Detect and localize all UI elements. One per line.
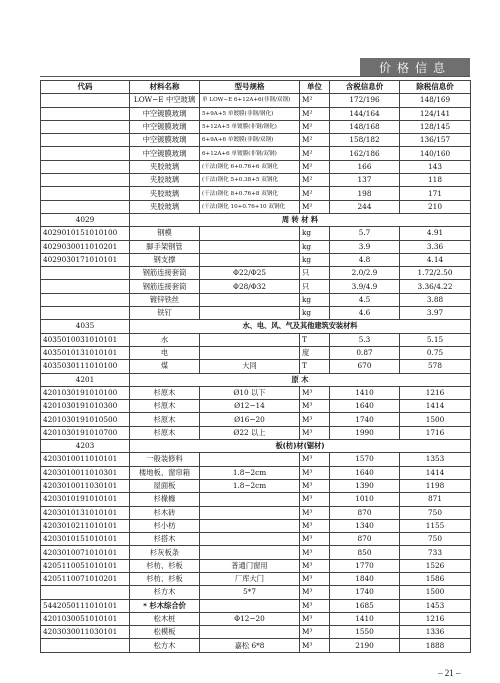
section-title: 板(枋)材(锯材)	[130, 440, 471, 453]
cell-name: 中空镀膜玻璃	[130, 134, 200, 147]
cell-spec	[200, 333, 300, 346]
cell-spec	[200, 346, 300, 359]
cell-notax-price: 1888	[400, 639, 471, 652]
table-row	[41, 346, 471, 359]
cell-name: 杉小枋	[130, 519, 200, 532]
cell-tax-price: 1390	[330, 479, 400, 492]
cell-tax-price: 148/168	[330, 120, 400, 133]
cell-unit: M³	[300, 386, 330, 399]
table-row	[41, 174, 471, 187]
cell-spec	[200, 240, 300, 253]
cell-tax-price: 158/182	[330, 134, 400, 147]
cell-spec: 5+9A+5 单镀膜(非钢/钢化)	[200, 107, 300, 120]
cell-notax-price: 1216	[400, 386, 471, 399]
cell-name: 杉枋、杉板	[130, 572, 200, 585]
cell-notax-price: 1586	[400, 572, 471, 585]
cell-name: 钢筋连接套筒	[130, 280, 200, 293]
cell-unit: M²	[300, 134, 330, 147]
table-row	[41, 546, 471, 559]
table-row	[41, 466, 471, 479]
cell-unit: M³	[300, 612, 330, 625]
cell-spec	[200, 599, 300, 612]
table-row	[41, 107, 471, 120]
cell-tax-price: 1010	[330, 493, 400, 506]
cell-code: 4203010011030101	[41, 479, 130, 492]
cell-tax-price: 1410	[330, 386, 400, 399]
table-row	[41, 559, 471, 572]
cell-name: 钢筋连接套筒	[130, 267, 200, 280]
cell-code: 4201030191010500	[41, 413, 130, 426]
cell-name: 镀锌铁丝	[130, 293, 200, 306]
cell-spec: Ø22 以上	[200, 426, 300, 439]
cell-unit: kg	[300, 307, 330, 320]
cell-code	[41, 187, 130, 200]
cell-tax-price: 4.6	[330, 307, 400, 320]
cell-code	[41, 200, 130, 213]
cell-spec: 1.8−2cm	[200, 479, 300, 492]
cell-tax-price: 1990	[330, 426, 400, 439]
cell-name: 钢模	[130, 227, 200, 240]
cell-code: 4203010131010101	[41, 506, 130, 519]
cell-name: 夹胶玻璃	[130, 160, 200, 173]
cell-notax-price: 750	[400, 533, 471, 546]
cell-tax-price: 1640	[330, 400, 400, 413]
section-row	[41, 213, 471, 226]
cell-code: 4029030171010101	[41, 253, 130, 266]
cell-unit: M³	[300, 599, 330, 612]
cell-spec	[200, 626, 300, 639]
cell-code: 4203010191010101	[41, 493, 130, 506]
cell-code	[41, 107, 130, 120]
section-header-title: 价格信息	[378, 60, 451, 75]
cell-unit: kg	[300, 240, 330, 253]
cell-unit: M²	[300, 187, 330, 200]
cell-notax-price: 1500	[400, 413, 471, 426]
cell-spec	[200, 506, 300, 519]
cell-unit: kg	[300, 227, 330, 240]
cell-notax-price: 1336	[400, 626, 471, 639]
table-row	[41, 400, 471, 413]
cell-notax-price: 3.36/4.22	[400, 280, 471, 293]
cell-spec	[200, 493, 300, 506]
cell-tax-price: 1770	[330, 559, 400, 572]
cell-tax-price: 1550	[330, 626, 400, 639]
table-row	[41, 479, 471, 492]
cell-code: 5442050111010101	[41, 599, 130, 612]
header-divider	[40, 76, 470, 77]
table-row	[41, 307, 471, 320]
cell-name: 杉方木	[130, 586, 200, 599]
cell-unit: M³	[300, 559, 330, 572]
cell-name: 杉枋、杉板	[130, 559, 200, 572]
cell-notax-price: 171	[400, 187, 471, 200]
cell-name: 煤	[130, 360, 200, 373]
section-code: 4203	[41, 440, 130, 453]
cell-notax-price: 148/169	[400, 94, 471, 107]
cell-unit: 只	[300, 280, 330, 293]
cell-spec: 普通门窗用	[200, 559, 300, 572]
cell-spec: 大同	[200, 360, 300, 373]
cell-unit: M³	[300, 453, 330, 466]
cell-tax-price: 4.5	[330, 293, 400, 306]
cell-unit: M²	[300, 120, 330, 133]
cell-notax-price: 3.36	[400, 240, 471, 253]
cell-notax-price: 3.97	[400, 307, 471, 320]
cell-spec	[200, 253, 300, 266]
cell-spec: (干法)钢化 6+0.76+6 双钢化	[200, 160, 300, 173]
section-header-badge	[360, 58, 470, 76]
cell-code	[41, 586, 130, 599]
cell-name: 钢支撑	[130, 253, 200, 266]
cell-name: 中空镀膜玻璃	[130, 120, 200, 133]
cell-notax-price: 871	[400, 493, 471, 506]
section-code: 4029	[41, 213, 130, 226]
section-title: 原 木	[130, 373, 471, 386]
cell-name: LOW−E 中空玻璃	[130, 94, 200, 107]
cell-unit: M³	[300, 466, 330, 479]
cell-notax-price: 118	[400, 174, 471, 187]
table-row	[41, 160, 471, 173]
cell-spec: Φ28/Φ32	[200, 280, 300, 293]
cell-spec: 厂库大门	[200, 572, 300, 585]
cell-notax-price: 733	[400, 546, 471, 559]
cell-spec: 1.8−2cm	[200, 466, 300, 479]
cell-name: 楼地板、窗帘箱	[130, 466, 200, 479]
cell-spec	[200, 307, 300, 320]
cell-spec: 6+12A+6 单镀膜(非钢/双钢)	[200, 147, 300, 160]
cell-code	[41, 267, 130, 280]
cell-tax-price: 1685	[330, 599, 400, 612]
table-row	[41, 253, 471, 266]
cell-name: 松方木	[130, 639, 200, 652]
cell-tax-price: 244	[330, 200, 400, 213]
table-row	[41, 187, 471, 200]
cell-name: 杉木砖	[130, 506, 200, 519]
cell-spec: (干法)钢化 8+0.76+8 双钢化	[200, 187, 300, 200]
cell-tax-price: 1570	[330, 453, 400, 466]
cell-notax-price: 136/157	[400, 134, 471, 147]
cell-tax-price: 198	[330, 187, 400, 200]
cell-tax-price: 5.3	[330, 333, 400, 346]
cell-name: 电	[130, 346, 200, 359]
cell-code	[41, 120, 130, 133]
cell-unit: M³	[300, 493, 330, 506]
cell-spec: Φ12−20	[200, 612, 300, 625]
cell-spec	[200, 227, 300, 240]
cell-spec	[200, 533, 300, 546]
cell-unit: M²	[300, 200, 330, 213]
cell-tax-price: 850	[330, 546, 400, 559]
cell-name: 一般装修料	[130, 453, 200, 466]
table-row	[41, 493, 471, 506]
cell-spec: Ø16−20	[200, 413, 300, 426]
cell-unit: M²	[300, 147, 330, 160]
cell-spec: 单 LOW−E 6+12A+6(非钢/双钢)	[200, 94, 300, 107]
column-header-unit: 单位	[300, 81, 330, 94]
cell-code: 4203010211010101	[41, 519, 130, 532]
cell-notax-price: 124/141	[400, 107, 471, 120]
cell-code: 4201030191010100	[41, 386, 130, 399]
cell-spec	[200, 519, 300, 532]
cell-notax-price: 750	[400, 506, 471, 519]
table-row	[41, 386, 471, 399]
cell-code	[41, 147, 130, 160]
table-body	[41, 94, 471, 652]
cell-code: 4035010131010101	[41, 346, 130, 359]
cell-name: 杉原木	[130, 426, 200, 439]
cell-name: 杉灰板条	[130, 546, 200, 559]
section-title: 周 转 材 料	[130, 213, 471, 226]
section-title: 水、电、风、气及其他建筑安装材料	[130, 320, 471, 333]
cell-tax-price: 3.9	[330, 240, 400, 253]
cell-unit: M³	[300, 400, 330, 413]
cell-name: 杉椽橼	[130, 493, 200, 506]
cell-unit: kg	[300, 293, 330, 306]
table-row	[41, 333, 471, 346]
table-row	[41, 612, 471, 625]
cell-notax-price: 1353	[400, 453, 471, 466]
cell-notax-price: 1453	[400, 599, 471, 612]
cell-name: 松木桩	[130, 612, 200, 625]
cell-name: 杉原木	[130, 400, 200, 413]
column-header-tax-price: 含税信息价	[330, 81, 400, 94]
cell-code: 4203010151010101	[41, 533, 130, 546]
cell-notax-price: 1.72/2.50	[400, 267, 471, 280]
cell-code	[41, 293, 130, 306]
table-row	[41, 519, 471, 532]
cell-spec: 嘉松 6*8	[200, 639, 300, 652]
cell-code: 4205110051010101	[41, 559, 130, 572]
cell-notax-price: 1716	[400, 426, 471, 439]
cell-tax-price: 3.9/4.9	[330, 280, 400, 293]
cell-notax-price: 0.75	[400, 346, 471, 359]
cell-notax-price: 1526	[400, 559, 471, 572]
table-row	[41, 639, 471, 652]
cell-name: 杉原木	[130, 413, 200, 426]
cell-notax-price: 4.91	[400, 227, 471, 240]
cell-name: 杉原木	[130, 386, 200, 399]
cell-unit: M³	[300, 546, 330, 559]
cell-code	[41, 174, 130, 187]
cell-unit: M³	[300, 586, 330, 599]
cell-notax-price: 143	[400, 160, 471, 173]
cell-code: 4203010071010101	[41, 546, 130, 559]
cell-code	[41, 280, 130, 293]
cell-unit: M³	[300, 519, 330, 532]
cell-code: 4029010151010100	[41, 227, 130, 240]
table-row	[41, 413, 471, 426]
cell-name: 中空镀膜玻璃	[130, 147, 200, 160]
cell-code: 4205110071010201	[41, 572, 130, 585]
table-row	[41, 453, 471, 466]
cell-notax-price: 1414	[400, 400, 471, 413]
cell-unit: 只	[300, 267, 330, 280]
cell-code: 4035030111010100	[41, 360, 130, 373]
cell-unit: M³	[300, 426, 330, 439]
cell-unit: T	[300, 360, 330, 373]
cell-notax-price: 210	[400, 200, 471, 213]
cell-name: 屋面板	[130, 479, 200, 492]
section-row	[41, 320, 471, 333]
cell-unit: M³	[300, 572, 330, 585]
table-row	[41, 360, 471, 373]
table-row	[41, 506, 471, 519]
cell-code	[41, 307, 130, 320]
cell-tax-price: 670	[330, 360, 400, 373]
table-row	[41, 426, 471, 439]
cell-unit: M³	[300, 413, 330, 426]
cell-name: 夹胶玻璃	[130, 187, 200, 200]
cell-name: 水	[130, 333, 200, 346]
table-header-row	[41, 81, 471, 94]
table-row	[41, 240, 471, 253]
table-row	[41, 227, 471, 240]
cell-name: 铁钉	[130, 307, 200, 320]
cell-unit: M²	[300, 107, 330, 120]
section-code: 4201	[41, 373, 130, 386]
cell-code: 4201030191010700	[41, 426, 130, 439]
section-row	[41, 440, 471, 453]
cell-code: 4201030051010101	[41, 612, 130, 625]
cell-notax-price: 1414	[400, 466, 471, 479]
cell-tax-price: 2190	[330, 639, 400, 652]
cell-code: 4029030011010201	[41, 240, 130, 253]
cell-unit: M²	[300, 160, 330, 173]
column-header-name: 材料名称	[130, 81, 200, 94]
cell-notax-price: 1198	[400, 479, 471, 492]
cell-spec: 5*7	[200, 586, 300, 599]
cell-unit: M³	[300, 479, 330, 492]
cell-unit: T	[300, 333, 330, 346]
cell-tax-price: 870	[330, 533, 400, 546]
cell-tax-price: 172/196	[330, 94, 400, 107]
cell-notax-price: 1500	[400, 586, 471, 599]
cell-spec: (干法)钢化 5+0.38+5 双钢化	[200, 174, 300, 187]
table-row	[41, 586, 471, 599]
cell-code: 4201030191010300	[41, 400, 130, 413]
table-row	[41, 134, 471, 147]
cell-spec: Φ22/Φ25	[200, 267, 300, 280]
section-code: 4035	[41, 320, 130, 333]
cell-spec: Ø10 以下	[200, 386, 300, 399]
cell-tax-price: 1340	[330, 519, 400, 532]
column-header-code: 代码	[41, 81, 130, 94]
table-row	[41, 533, 471, 546]
cell-unit: M³	[300, 533, 330, 546]
cell-tax-price: 137	[330, 174, 400, 187]
cell-notax-price: 3.88	[400, 293, 471, 306]
page-number: – 21 –	[438, 668, 461, 678]
cell-name: 夹胶玻璃	[130, 174, 200, 187]
column-header-notax-price: 除税信息价	[400, 81, 471, 94]
cell-tax-price: 1840	[330, 572, 400, 585]
cell-code	[41, 94, 130, 107]
cell-code: 4203010011010101	[41, 453, 130, 466]
cell-notax-price: 5.15	[400, 333, 471, 346]
table-row	[41, 267, 471, 280]
cell-tax-price: 166	[330, 160, 400, 173]
cell-notax-price: 578	[400, 360, 471, 373]
cell-notax-price: 4.14	[400, 253, 471, 266]
cell-unit: M³	[300, 506, 330, 519]
cell-name: * 杉木综合价	[130, 599, 200, 612]
cell-unit: M³	[300, 639, 330, 652]
cell-name: 夹胶玻璃	[130, 200, 200, 213]
table-row	[41, 293, 471, 306]
table-row	[41, 626, 471, 639]
table-row	[41, 147, 471, 160]
cell-code: 4203010011010301	[41, 466, 130, 479]
cell-unit: 度	[300, 346, 330, 359]
cell-code	[41, 134, 130, 147]
cell-spec: Ø12−14	[200, 400, 300, 413]
cell-tax-price: 0.87	[330, 346, 400, 359]
table-row	[41, 120, 471, 133]
cell-notax-price: 128/145	[400, 120, 471, 133]
cell-code: 4203030011030101	[41, 626, 130, 639]
table-row	[41, 599, 471, 612]
cell-name: 松模板	[130, 626, 200, 639]
cell-name: 脚手架钢管	[130, 240, 200, 253]
cell-spec: 6+9A+6 单镀膜(非钢/双钢)	[200, 134, 300, 147]
cell-tax-price: 1740	[330, 586, 400, 599]
cell-unit: M²	[300, 174, 330, 187]
cell-spec: 5+12A+5 单镀膜(非钢/钢化)	[200, 120, 300, 133]
cell-unit: M²	[300, 94, 330, 107]
section-row	[41, 373, 471, 386]
cell-tax-price: 1740	[330, 413, 400, 426]
cell-notax-price: 140/160	[400, 147, 471, 160]
price-table	[40, 80, 471, 653]
cell-tax-price: 1640	[330, 466, 400, 479]
column-header-spec: 型号规格	[200, 81, 300, 94]
cell-spec	[200, 546, 300, 559]
cell-code	[41, 639, 130, 652]
cell-spec: (干法)钢化 10+0.76+10 双钢化	[200, 200, 300, 213]
cell-name: 杉搭木	[130, 533, 200, 546]
cell-spec	[200, 453, 300, 466]
cell-code: 4035010031010101	[41, 333, 130, 346]
cell-notax-price: 1155	[400, 519, 471, 532]
cell-tax-price: 162/186	[330, 147, 400, 160]
cell-unit: M³	[300, 626, 330, 639]
cell-tax-price: 870	[330, 506, 400, 519]
cell-name: 中空镀膜玻璃	[130, 107, 200, 120]
cell-tax-price: 2.0/2.9	[330, 267, 400, 280]
cell-unit: kg	[300, 253, 330, 266]
cell-tax-price: 4.8	[330, 253, 400, 266]
cell-code	[41, 160, 130, 173]
table-row	[41, 200, 471, 213]
table-row	[41, 280, 471, 293]
cell-tax-price: 144/164	[330, 107, 400, 120]
cell-notax-price: 1216	[400, 612, 471, 625]
table-row	[41, 572, 471, 585]
cell-tax-price: 1410	[330, 612, 400, 625]
cell-spec	[200, 293, 300, 306]
cell-tax-price: 5.7	[330, 227, 400, 240]
table-row	[41, 94, 471, 107]
